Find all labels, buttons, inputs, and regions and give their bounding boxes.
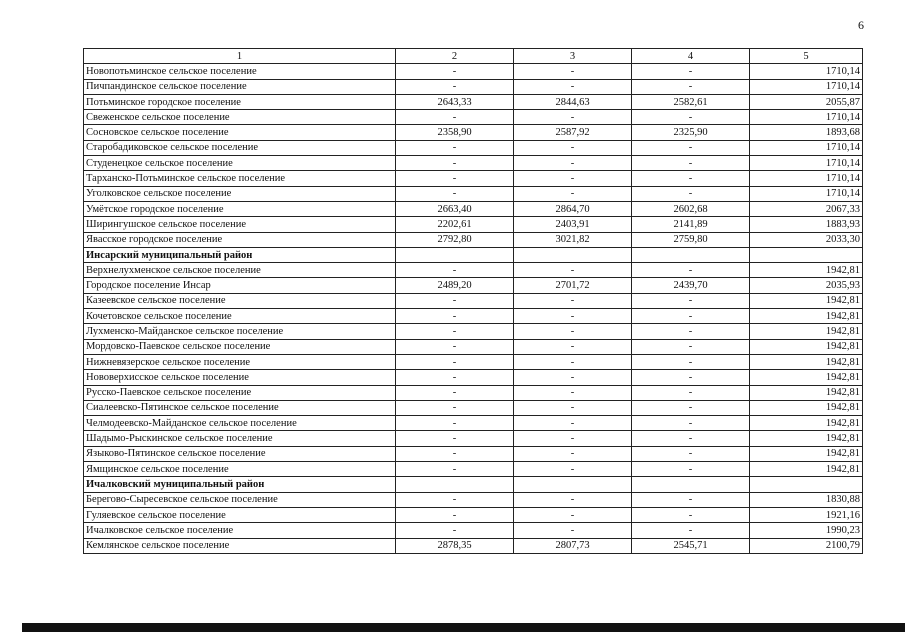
value-cell-c2: - — [396, 370, 514, 385]
settlement-name: Студенецкое сельское поселение — [84, 156, 396, 171]
value-cell-c2: 2489,20 — [396, 278, 514, 293]
value-cell-c4: 2759,80 — [632, 232, 750, 247]
settlement-name: Лухменско-Майданское сельское поселение — [84, 324, 396, 339]
value-cell-c5: 2100,79 — [750, 538, 863, 553]
table-row — [84, 156, 863, 171]
table-row — [84, 217, 863, 232]
table-header-row — [84, 49, 863, 64]
value-cell-c4: - — [632, 140, 750, 155]
district-name: Инсарский муниципальный район — [84, 247, 396, 262]
table-row — [84, 385, 863, 400]
value-cell-c5: 1942,81 — [750, 462, 863, 477]
value-cell-c3: - — [514, 523, 632, 538]
scan-bottom-edge — [22, 623, 905, 632]
table-row — [84, 416, 863, 431]
value-cell-c3: - — [514, 186, 632, 201]
table-row — [84, 492, 863, 507]
settlement-name: Умётское городское поселение — [84, 201, 396, 216]
value-cell-c3: - — [514, 293, 632, 308]
settlement-name: Явасское городское поселение — [84, 232, 396, 247]
value-cell-c4: - — [632, 156, 750, 171]
value-cell-c2: - — [396, 431, 514, 446]
table-row — [84, 462, 863, 477]
value-cell-c5 — [750, 477, 863, 492]
value-cell-c2: - — [396, 309, 514, 324]
settlement-name: Городское поселение Инсар — [84, 278, 396, 293]
value-cell-c2: - — [396, 324, 514, 339]
table-row — [84, 507, 863, 522]
section-row — [84, 477, 863, 492]
table-row — [84, 263, 863, 278]
value-cell-c4: - — [632, 507, 750, 522]
value-cell-c2: - — [396, 385, 514, 400]
settlement-name: Верхнелухменское сельское поселение — [84, 263, 396, 278]
value-cell-c2: - — [396, 416, 514, 431]
table-row — [84, 538, 863, 553]
value-cell-c3: - — [514, 309, 632, 324]
settlement-name: Ширингушское сельское поселение — [84, 217, 396, 232]
section-row — [84, 247, 863, 262]
value-cell-c5: 1710,14 — [750, 79, 863, 94]
table-row — [84, 140, 863, 155]
table-row — [84, 400, 863, 415]
value-cell-c5: 1710,14 — [750, 64, 863, 79]
settlement-name: Сиалеевско-Пятинское сельское поселение — [84, 400, 396, 415]
value-cell-c2: - — [396, 462, 514, 477]
value-cell-c3: - — [514, 110, 632, 125]
value-cell-c4 — [632, 477, 750, 492]
settlement-name: Свеженское сельское поселение — [84, 110, 396, 125]
value-cell-c5: 1942,81 — [750, 309, 863, 324]
value-cell-c4: 2545,71 — [632, 538, 750, 553]
settlement-name: Старобадиковское сельское поселение — [84, 140, 396, 155]
value-cell-c4: - — [632, 385, 750, 400]
value-cell-c2: - — [396, 156, 514, 171]
value-cell-c2 — [396, 247, 514, 262]
value-cell-c3: 2864,70 — [514, 201, 632, 216]
value-cell-c5: 1893,68 — [750, 125, 863, 140]
value-cell-c4: - — [632, 64, 750, 79]
table-row — [84, 125, 863, 140]
value-cell-c2: - — [396, 110, 514, 125]
value-cell-c5: 1990,23 — [750, 523, 863, 538]
settlement-name: Гуляевское сельское поселение — [84, 507, 396, 522]
value-cell-c5: 1942,81 — [750, 339, 863, 354]
value-cell-c2: - — [396, 446, 514, 461]
value-cell-c4: - — [632, 263, 750, 278]
value-cell-c5: 1942,81 — [750, 431, 863, 446]
value-cell-c4: 2439,70 — [632, 278, 750, 293]
value-cell-c4: - — [632, 171, 750, 186]
value-cell-c4: - — [632, 492, 750, 507]
table-row — [84, 201, 863, 216]
value-cell-c4: - — [632, 370, 750, 385]
settlement-name: Нижневязерское сельское поселение — [84, 354, 396, 369]
value-cell-c2 — [396, 477, 514, 492]
value-cell-c5: 1942,81 — [750, 354, 863, 369]
tariff-table — [83, 48, 863, 554]
value-cell-c2: - — [396, 354, 514, 369]
value-cell-c4: - — [632, 431, 750, 446]
table-row — [84, 354, 863, 369]
value-cell-c3: - — [514, 79, 632, 94]
page-number: 6 — [858, 18, 864, 32]
column-number-5: 5 — [750, 49, 863, 64]
value-cell-c5: 1830,88 — [750, 492, 863, 507]
table-body — [84, 49, 863, 554]
table-row — [84, 94, 863, 109]
settlement-name: Потьминское городское поселение — [84, 94, 396, 109]
table-row — [84, 293, 863, 308]
value-cell-c2: - — [396, 523, 514, 538]
table-row — [84, 110, 863, 125]
column-number-3: 3 — [514, 49, 632, 64]
settlement-name: Языково-Пятинское сельское поселение — [84, 446, 396, 461]
settlement-name: Ичалковское сельское поселение — [84, 523, 396, 538]
value-cell-c3: - — [514, 64, 632, 79]
value-cell-c5: 1942,81 — [750, 263, 863, 278]
table-row — [84, 171, 863, 186]
value-cell-c2: - — [396, 263, 514, 278]
value-cell-c5: 1921,16 — [750, 507, 863, 522]
value-cell-c3: 2403,91 — [514, 217, 632, 232]
value-cell-c3: 2844,63 — [514, 94, 632, 109]
settlement-name: Кемлянское сельское поселение — [84, 538, 396, 553]
value-cell-c5 — [750, 247, 863, 262]
table-row — [84, 278, 863, 293]
value-cell-c2: - — [396, 171, 514, 186]
value-cell-c5: 1710,14 — [750, 110, 863, 125]
value-cell-c4: - — [632, 293, 750, 308]
value-cell-c4 — [632, 247, 750, 262]
value-cell-c4: - — [632, 400, 750, 415]
settlement-name: Шадымо-Рыскинское сельское поселение — [84, 431, 396, 446]
table-row — [84, 446, 863, 461]
settlement-name: Нововерхисское сельское поселение — [84, 370, 396, 385]
settlement-name: Челмодеевско-Майданское сельское поселение — [84, 416, 396, 431]
value-cell-c3: 3021,82 — [514, 232, 632, 247]
value-cell-c4: - — [632, 339, 750, 354]
value-cell-c2: - — [396, 492, 514, 507]
settlement-name: Кочетовское сельское поселение — [84, 309, 396, 324]
table-row — [84, 79, 863, 94]
value-cell-c2: 2663,40 — [396, 201, 514, 216]
column-number-1: 1 — [84, 49, 396, 64]
value-cell-c3: - — [514, 324, 632, 339]
value-cell-c2: 2358,90 — [396, 125, 514, 140]
value-cell-c4: - — [632, 324, 750, 339]
value-cell-c3: - — [514, 416, 632, 431]
value-cell-c4: 2602,68 — [632, 201, 750, 216]
table-row — [84, 339, 863, 354]
table-row — [84, 431, 863, 446]
value-cell-c5: 1942,81 — [750, 324, 863, 339]
value-cell-c4: - — [632, 416, 750, 431]
value-cell-c2: 2792,80 — [396, 232, 514, 247]
value-cell-c3: - — [514, 140, 632, 155]
value-cell-c5: 2055,87 — [750, 94, 863, 109]
value-cell-c2: - — [396, 79, 514, 94]
table-row — [84, 64, 863, 79]
value-cell-c3: - — [514, 263, 632, 278]
value-cell-c3 — [514, 477, 632, 492]
value-cell-c2: - — [396, 64, 514, 79]
district-name: Ичалковский муниципальный район — [84, 477, 396, 492]
value-cell-c2: 2643,33 — [396, 94, 514, 109]
table-row — [84, 370, 863, 385]
value-cell-c2: - — [396, 293, 514, 308]
settlement-name: Сосновское сельское поселение — [84, 125, 396, 140]
value-cell-c5: 2035,93 — [750, 278, 863, 293]
table-row — [84, 309, 863, 324]
value-cell-c5: 1942,81 — [750, 400, 863, 415]
value-cell-c5: 1710,14 — [750, 171, 863, 186]
table-row — [84, 232, 863, 247]
value-cell-c3: - — [514, 507, 632, 522]
value-cell-c3: - — [514, 156, 632, 171]
value-cell-c3: - — [514, 385, 632, 400]
column-number-4: 4 — [632, 49, 750, 64]
value-cell-c5: 2033,30 — [750, 232, 863, 247]
settlement-name: Новопотьминское сельское поселение — [84, 64, 396, 79]
value-cell-c2: - — [396, 339, 514, 354]
value-cell-c3: - — [514, 354, 632, 369]
value-cell-c5: 1942,81 — [750, 446, 863, 461]
table-row — [84, 523, 863, 538]
value-cell-c3: 2587,92 — [514, 125, 632, 140]
settlement-name: Русско-Паевское сельское поселение — [84, 385, 396, 400]
value-cell-c5: 1710,14 — [750, 186, 863, 201]
value-cell-c3: - — [514, 446, 632, 461]
value-cell-c3: - — [514, 462, 632, 477]
value-cell-c3: - — [514, 431, 632, 446]
value-cell-c4: - — [632, 110, 750, 125]
settlement-name: Ямщинское сельское поселение — [84, 462, 396, 477]
settlement-name: Пичпандинское сельское поселение — [84, 79, 396, 94]
value-cell-c4: 2582,61 — [632, 94, 750, 109]
settlement-name: Уголковское сельское поселение — [84, 186, 396, 201]
settlement-name: Берегово-Сыресевское сельское поселение — [84, 492, 396, 507]
value-cell-c3: 2701,72 — [514, 278, 632, 293]
value-cell-c3: - — [514, 339, 632, 354]
value-cell-c2: - — [396, 400, 514, 415]
value-cell-c3: - — [514, 370, 632, 385]
value-cell-c4: - — [632, 79, 750, 94]
value-cell-c4: - — [632, 354, 750, 369]
value-cell-c5: 1942,81 — [750, 416, 863, 431]
value-cell-c2: - — [396, 507, 514, 522]
value-cell-c5: 1710,14 — [750, 140, 863, 155]
value-cell-c5: 1883,93 — [750, 217, 863, 232]
settlement-name: Тарханско-Потьминское сельское поселение — [84, 171, 396, 186]
value-cell-c5: 2067,33 — [750, 201, 863, 216]
value-cell-c4: - — [632, 446, 750, 461]
settlement-name: Мордовско-Паевское сельское поселение — [84, 339, 396, 354]
settlement-name: Казеевское сельское поселение — [84, 293, 396, 308]
value-cell-c2: 2202,61 — [396, 217, 514, 232]
value-cell-c4: 2325,90 — [632, 125, 750, 140]
value-cell-c4: - — [632, 462, 750, 477]
value-cell-c3 — [514, 247, 632, 262]
value-cell-c5: 1710,14 — [750, 156, 863, 171]
value-cell-c3: 2807,73 — [514, 538, 632, 553]
column-number-2: 2 — [396, 49, 514, 64]
value-cell-c4: 2141,89 — [632, 217, 750, 232]
value-cell-c5: 1942,81 — [750, 293, 863, 308]
value-cell-c5: 1942,81 — [750, 385, 863, 400]
value-cell-c2: 2878,35 — [396, 538, 514, 553]
value-cell-c3: - — [514, 492, 632, 507]
value-cell-c2: - — [396, 186, 514, 201]
value-cell-c4: - — [632, 309, 750, 324]
value-cell-c2: - — [396, 140, 514, 155]
table-row — [84, 186, 863, 201]
value-cell-c4: - — [632, 186, 750, 201]
table-row — [84, 324, 863, 339]
value-cell-c4: - — [632, 523, 750, 538]
value-cell-c5: 1942,81 — [750, 370, 863, 385]
value-cell-c3: - — [514, 400, 632, 415]
value-cell-c3: - — [514, 171, 632, 186]
